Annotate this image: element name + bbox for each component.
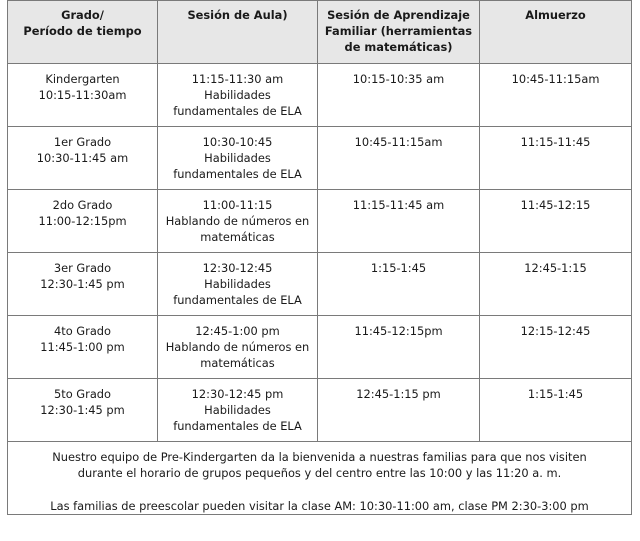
session-cell	[158, 64, 318, 127]
cell-text: 10:30-10:45	[202, 135, 273, 149]
table-row	[8, 64, 632, 127]
schedule-table-container	[7, 0, 631, 515]
cell-text: Kindergarten	[45, 72, 120, 86]
note-spacer	[12, 481, 627, 498]
cell-text: 2do Grado	[52, 198, 113, 212]
lunch-cell	[480, 127, 632, 190]
session-cell	[158, 253, 318, 316]
table-row	[8, 379, 632, 442]
cell-text: 10:30-11:45 am	[36, 151, 129, 165]
header-classroom-session	[158, 1, 318, 64]
header-text: Almuerzo	[525, 8, 586, 22]
cell-text: 11:45-12:15pm	[354, 324, 443, 338]
cell-text: 12:15-12:45	[520, 324, 591, 338]
cell-text: Habilidades	[204, 403, 271, 417]
cell-text: 1er Grado	[53, 135, 112, 149]
cell-text: 12:30-12:45 pm	[191, 387, 284, 401]
table-row	[8, 127, 632, 190]
cell-text: matemáticas	[200, 356, 275, 370]
cell-text: Habilidades	[204, 88, 271, 102]
grade-cell	[8, 64, 158, 127]
header-text: de matemáticas)	[344, 40, 453, 54]
lunch-cell	[480, 64, 632, 127]
header-grade-period	[8, 1, 158, 64]
note-line: Las familias de preescolar pueden visitar la clase AM: 10:30-11:00 am, clase PM 2:30-3:00 pm	[50, 499, 589, 513]
cell-text: 10:45-11:15am	[354, 135, 443, 149]
cell-text: 11:15-11:45 am	[352, 198, 445, 212]
family-session-cell	[318, 379, 480, 442]
cell-text: 11:15-11:45	[520, 135, 591, 149]
session-cell	[158, 190, 318, 253]
family-session-cell	[318, 316, 480, 379]
table-row	[8, 190, 632, 253]
lunch-cell	[480, 253, 632, 316]
cell-text: 5to Grado	[54, 387, 111, 401]
cell-text: 11:00-11:15	[202, 198, 273, 212]
cell-text: fundamentales de ELA	[173, 419, 302, 433]
cell-text: 12:30-12:45	[202, 261, 273, 275]
header-row	[8, 1, 632, 64]
lunch-cell	[480, 316, 632, 379]
note-row	[8, 442, 632, 515]
cell-text: fundamentales de ELA	[173, 104, 302, 118]
cell-text: 12:30-1:45 pm	[40, 277, 125, 291]
header-text: Sesión de Aprendizaje	[327, 8, 470, 22]
cell-text: 10:15-10:35 am	[352, 72, 445, 86]
grade-cell	[8, 316, 158, 379]
cell-text: 1:15-1:45	[527, 387, 584, 401]
table-row	[8, 253, 632, 316]
cell-text: 4to Grado	[54, 324, 111, 338]
header-lunch	[480, 1, 632, 64]
cell-text: Hablando de números en	[165, 214, 310, 228]
grade-cell	[8, 127, 158, 190]
lunch-cell	[480, 379, 632, 442]
note-line: Nuestro equipo de Pre-Kindergarten da la bienvenida a nuestras familias para que nos visiten	[52, 450, 587, 464]
header-text: Sesión de Aula)	[187, 8, 288, 22]
note-cell	[8, 442, 632, 515]
cell-text: 11:45-1:00 pm	[40, 340, 125, 354]
cell-text: 11:15-11:30 am	[191, 72, 284, 86]
cell-text: 3er Grado	[53, 261, 112, 275]
session-cell	[158, 127, 318, 190]
cell-text: 10:15-11:30am	[38, 88, 127, 102]
family-session-cell	[318, 253, 480, 316]
cell-text: Habilidades	[204, 277, 271, 291]
schedule-table	[7, 0, 632, 515]
session-cell	[158, 316, 318, 379]
family-session-cell	[318, 190, 480, 253]
cell-text: 11:45-12:15	[520, 198, 591, 212]
cell-text: 12:30-1:45 pm	[40, 403, 125, 417]
note-line: durante el horario de grupos pequeños y del centro entre las 10:00 y las 11:20 a. m.	[77, 466, 562, 480]
lunch-cell	[480, 190, 632, 253]
cell-text: 1:15-1:45	[370, 261, 427, 275]
cell-text: fundamentales de ELA	[173, 293, 302, 307]
family-session-cell	[318, 64, 480, 127]
cell-text: Habilidades	[204, 151, 271, 165]
header-family-learning-session	[318, 1, 480, 64]
cell-text: 12:45-1:00 pm	[195, 324, 280, 338]
cell-text: 10:45-11:15am	[511, 72, 600, 86]
grade-cell	[8, 379, 158, 442]
grade-cell	[8, 253, 158, 316]
header-text: Familiar (herramientas	[324, 24, 473, 38]
cell-text: 11:00-12:15pm	[38, 214, 127, 228]
grade-cell	[8, 190, 158, 253]
header-text: Período de tiempo	[23, 24, 142, 38]
cell-text: fundamentales de ELA	[173, 167, 302, 181]
header-text: Grado/	[61, 8, 104, 22]
cell-text: 12:45-1:15	[524, 261, 587, 275]
table-row	[8, 316, 632, 379]
cell-text: matemáticas	[200, 230, 275, 244]
cell-text: Hablando de números en	[165, 340, 310, 354]
session-cell	[158, 379, 318, 442]
cell-text: 12:45-1:15 pm	[356, 387, 441, 401]
family-session-cell	[318, 127, 480, 190]
